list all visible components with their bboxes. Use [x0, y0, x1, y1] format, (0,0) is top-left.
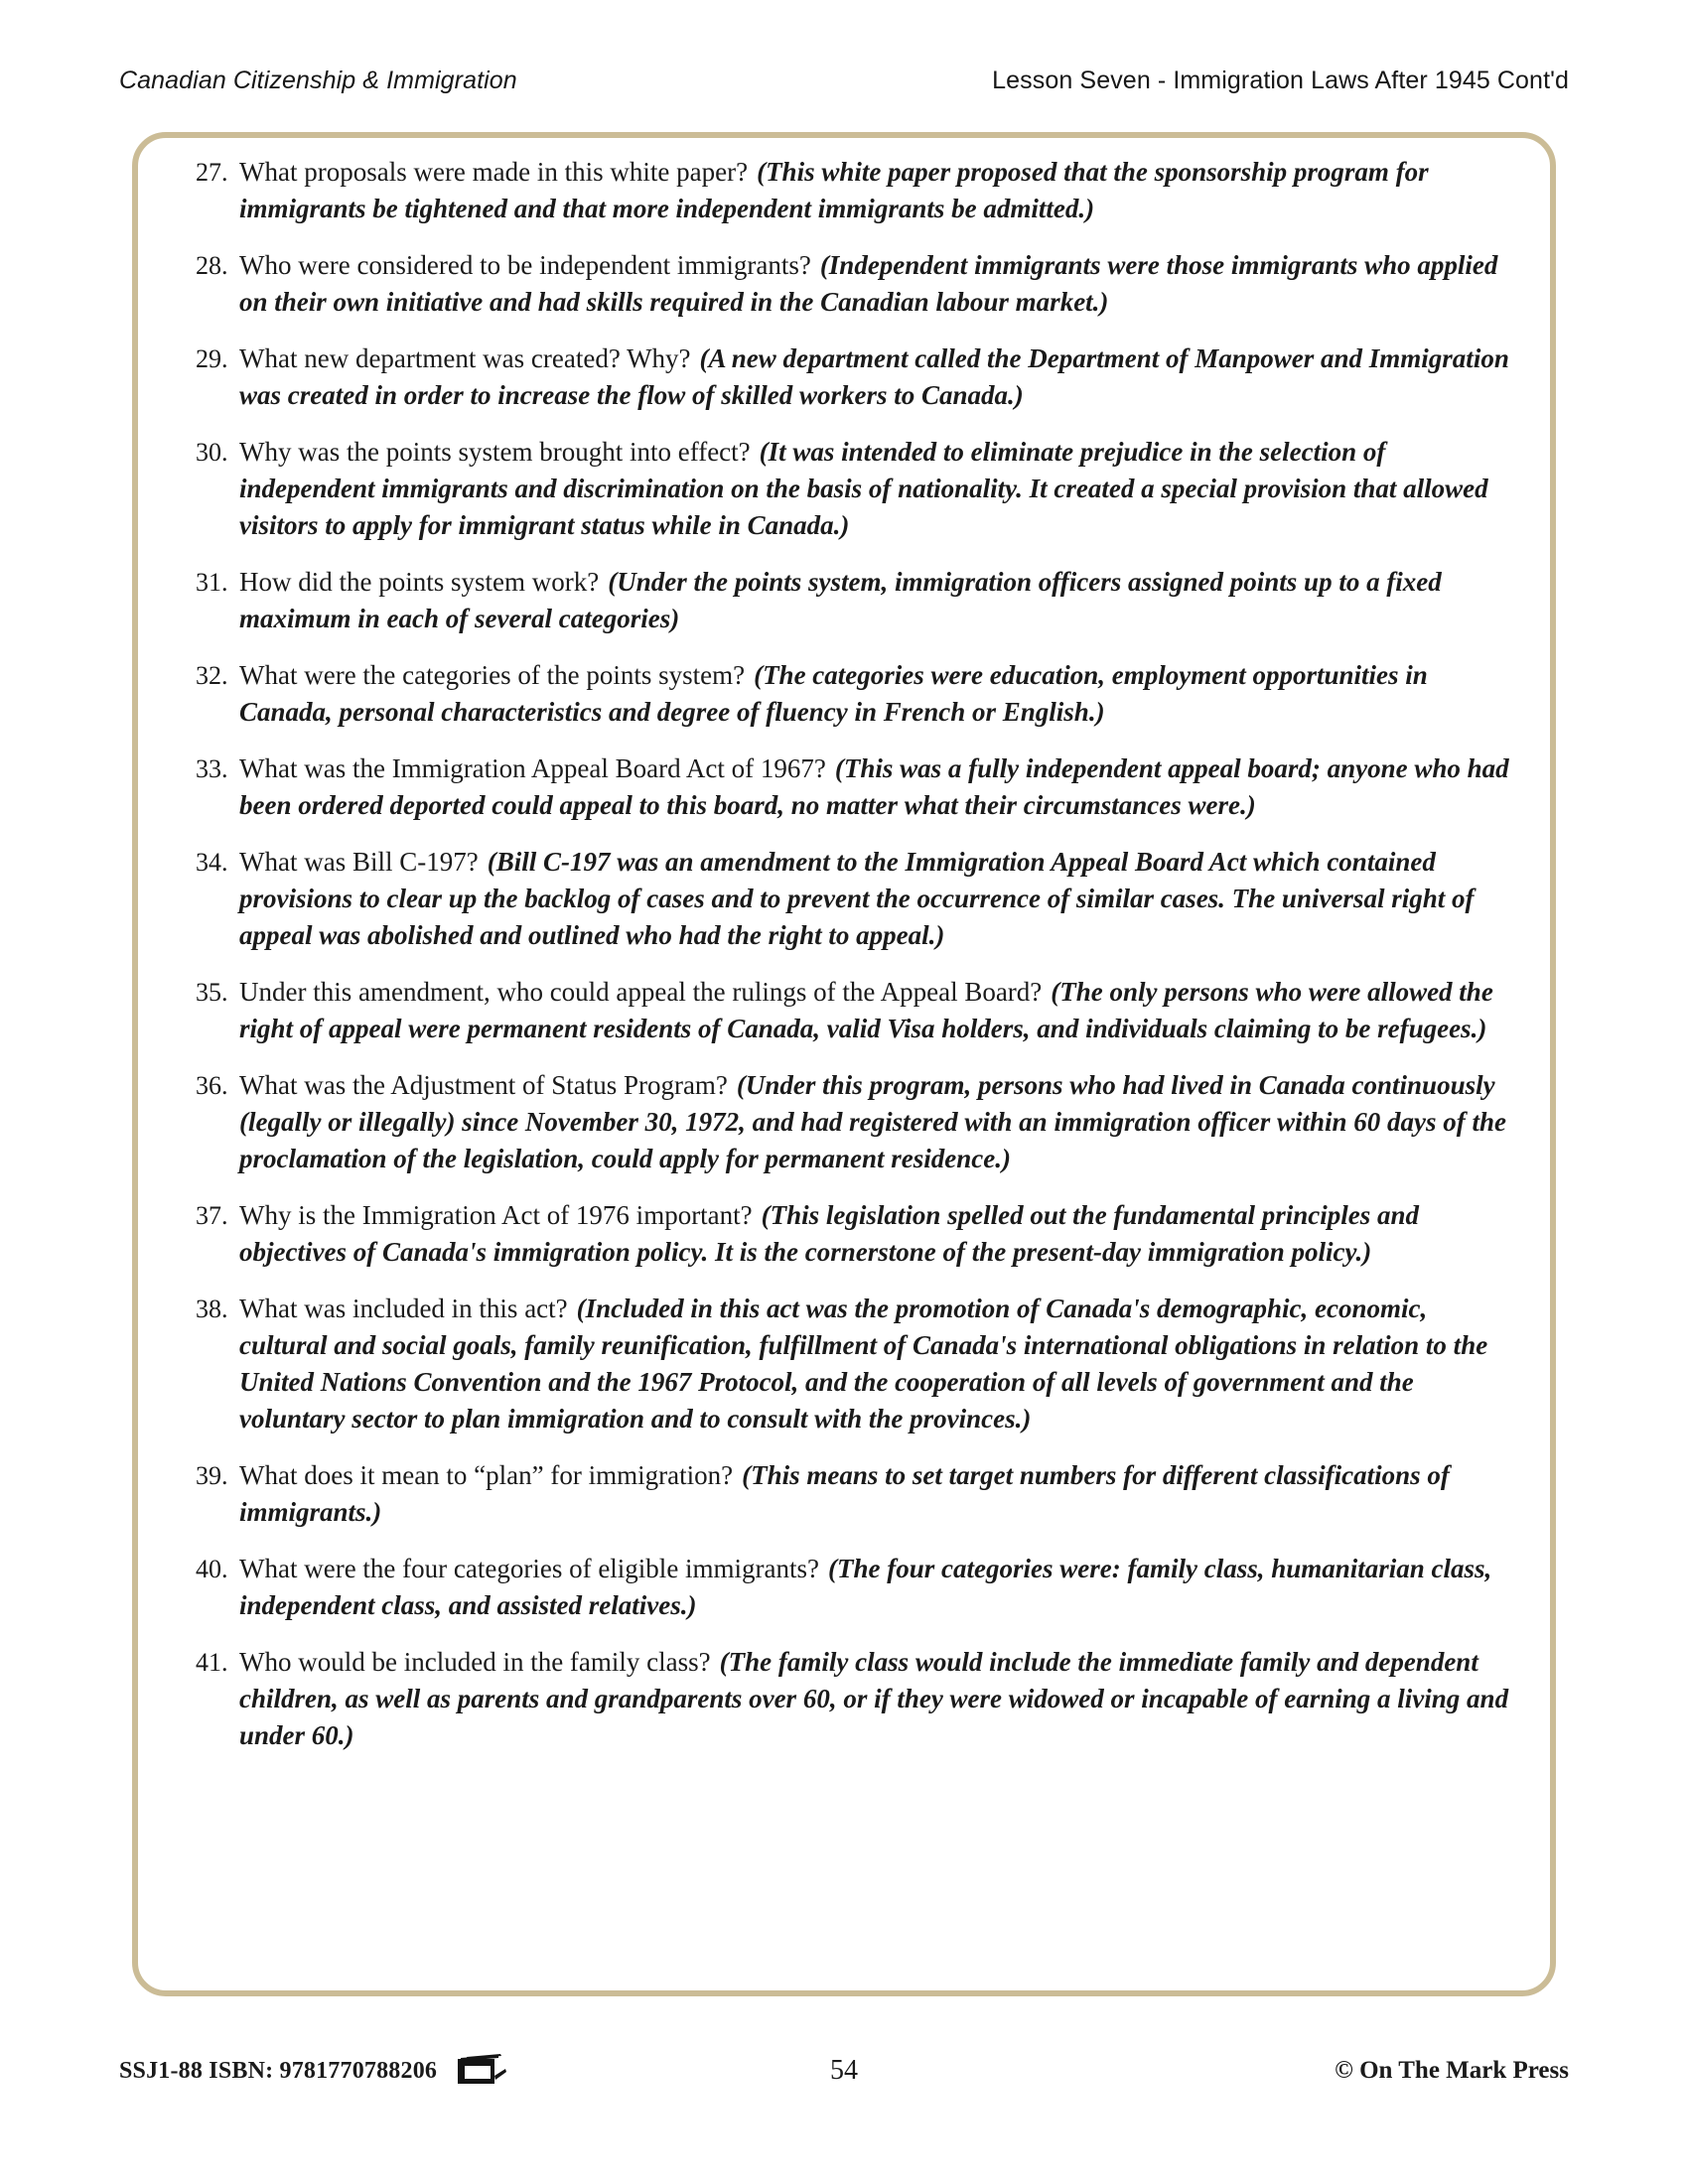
question-number: 30. [196, 438, 228, 467]
question-number: 36. [196, 1071, 228, 1100]
question-text: What was the Adjustment of Status Program? [239, 1070, 728, 1100]
question-body [239, 1457, 1514, 1531]
running-head-left: Canadian Citizenship & Immigration [119, 67, 517, 94]
question-text: What were the four categories of eligible immigrants? [239, 1554, 820, 1583]
question-text: Under this amendment, who could appeal the rulings of the Appeal Board? [239, 977, 1043, 1007]
question-number: 29. [196, 344, 228, 373]
question-body [239, 657, 1514, 731]
question-number: 40. [196, 1555, 228, 1583]
question-item [174, 1457, 1514, 1531]
answer-text: (The categories were education, employment opportunities in Canada, personal characteristics and degree of fluency in French or English.) [239, 660, 1428, 727]
answer-text: (This white paper proposed that the sponsorship program for immigrants be tightened and that more independent immigrants be admitted.) [239, 157, 1429, 223]
question-body [239, 154, 1514, 227]
question-body [239, 434, 1514, 544]
question-number: 41. [196, 1648, 228, 1677]
question-item [174, 1067, 1514, 1177]
question-body [239, 1551, 1514, 1624]
question-text: What proposals were made in this white paper? [239, 157, 749, 187]
question-item [174, 154, 1514, 227]
answer-text: (The family class would include the immediate family and dependent children, as well as parents and grandparents over 60, or if they were widowed or incapable of earning a living and under 60.) [239, 1647, 1509, 1750]
question-number: 35. [196, 978, 228, 1007]
question-number: 38. [196, 1295, 228, 1323]
running-head [119, 62, 1569, 95]
question-item [174, 1197, 1514, 1271]
question-text: What does it mean to “plan” for immigration? [239, 1460, 734, 1490]
answer-text: (This legislation spelled out the fundamental principles and objectives of Canada's immigration policy. It is the cornerstone of the present-day immigration policy.) [239, 1200, 1419, 1267]
question-text: What was Bill C-197? [239, 847, 479, 877]
question-item [174, 341, 1514, 414]
copyright-notice: © On The Mark Press [1335, 2057, 1569, 2084]
question-body [239, 341, 1514, 414]
answer-text: (Independent immigrants were those immigrants who applied on their own initiative and had skills required in the Canadian labour market.) [239, 250, 1498, 317]
question-text: Who would be included in the family class? [239, 1647, 711, 1677]
question-text: What was the Immigration Appeal Board Act of 1967? [239, 753, 826, 783]
question-item [174, 1644, 1514, 1754]
answer-text: (It was intended to eliminate prejudice in the selection of independent immigrants and discrimination on the basis of nationality. It created a special provision that allowed visitors to apply for immigrant status while in Canada.) [239, 437, 1488, 540]
question-number: 32. [196, 661, 228, 690]
running-head-right: Lesson Seven - Immigration Laws After 1945 Cont'd [992, 67, 1569, 94]
question-text: What new department was created? Why? [239, 343, 691, 373]
question-body [239, 751, 1514, 824]
page-footer [119, 2047, 1569, 2095]
question-number: 39. [196, 1461, 228, 1490]
question-body [239, 1067, 1514, 1177]
worksheet-content [174, 154, 1514, 1980]
question-answer-list [174, 154, 1514, 1754]
question-number: 37. [196, 1201, 228, 1230]
question-text: Who were considered to be independent immigrants? [239, 250, 811, 280]
answer-text: (This was a fully independent appeal board; anyone who had been ordered deported could appeal to this board, no matter what their circumstances were.) [239, 753, 1509, 820]
answer-text: (Bill C-197 was an amendment to the Immigration Appeal Board Act which contained provisions to clear up the backlog of cases and to prevent the occurrence of similar cases. The universal right of appeal was abolished and outlined who had the right to appeal.) [239, 847, 1475, 950]
question-item [174, 844, 1514, 954]
question-text: What was included in this act? [239, 1294, 568, 1323]
question-body [239, 1197, 1514, 1271]
question-item [174, 657, 1514, 731]
question-body [239, 1644, 1514, 1754]
footer-code: SSJ1-88 ISBN: 9781770788206 [119, 2057, 438, 2084]
question-item [174, 1291, 1514, 1437]
question-item [174, 564, 1514, 637]
worksheet-frame [132, 132, 1556, 1996]
question-text: What were the categories of the points system? [239, 660, 746, 690]
question-item [174, 974, 1514, 1047]
question-number: 28. [196, 251, 228, 280]
question-body [239, 1291, 1514, 1437]
answer-text: (The only persons who were allowed the right of appeal were permanent residents of Canada, valid Visa holders, and individuals claiming to be refugees.) [239, 977, 1493, 1043]
question-text: Why was the points system brought into effect? [239, 437, 751, 467]
question-item [174, 247, 1514, 321]
question-number: 31. [196, 568, 228, 597]
page-number: 54 [830, 2055, 858, 2086]
answer-text: (This means to set target numbers for different classifications of immigrants.) [239, 1460, 1450, 1527]
question-item [174, 1551, 1514, 1624]
question-number: 33. [196, 754, 228, 783]
question-item [174, 434, 1514, 544]
question-text: How did the points system work? [239, 567, 600, 597]
question-item [174, 751, 1514, 824]
question-number: 27. [196, 158, 228, 187]
question-body [239, 974, 1514, 1047]
question-number: 34. [196, 848, 228, 877]
answer-text: (The four categories were: family class, humanitarian class, independent class, and assisted relatives.) [239, 1554, 1492, 1620]
answer-text: (Under this program, persons who had lived in Canada continuously (legally or illegally) since November 30, 1972, and had registered with an immigration officer within 60 days of the proclamation of the legislation, could apply for permanent residence.) [239, 1070, 1506, 1173]
answer-text: (Included in this act was the promotion of Canada's demographic, economic, cultural and social goals, family reunification, fulfillment of Canada's international obligations in relation to the United Nations Convention and the 1967 Protocol, and the cooperation of all levels of government and the voluntary sector to plan immigration and to consult with the provinces.) [239, 1294, 1488, 1433]
question-text: Why is the Immigration Act of 1976 important? [239, 1200, 753, 1230]
answer-text: (Under the points system, immigration officers assigned points up to a fixed maximum in each of several categories) [239, 567, 1442, 633]
question-body [239, 564, 1514, 637]
question-body [239, 247, 1514, 321]
answer-text: (A new department called the Department of Manpower and Immigration was created in order to increase the flow of skilled workers to Canada.) [239, 343, 1509, 410]
question-body [239, 844, 1514, 954]
